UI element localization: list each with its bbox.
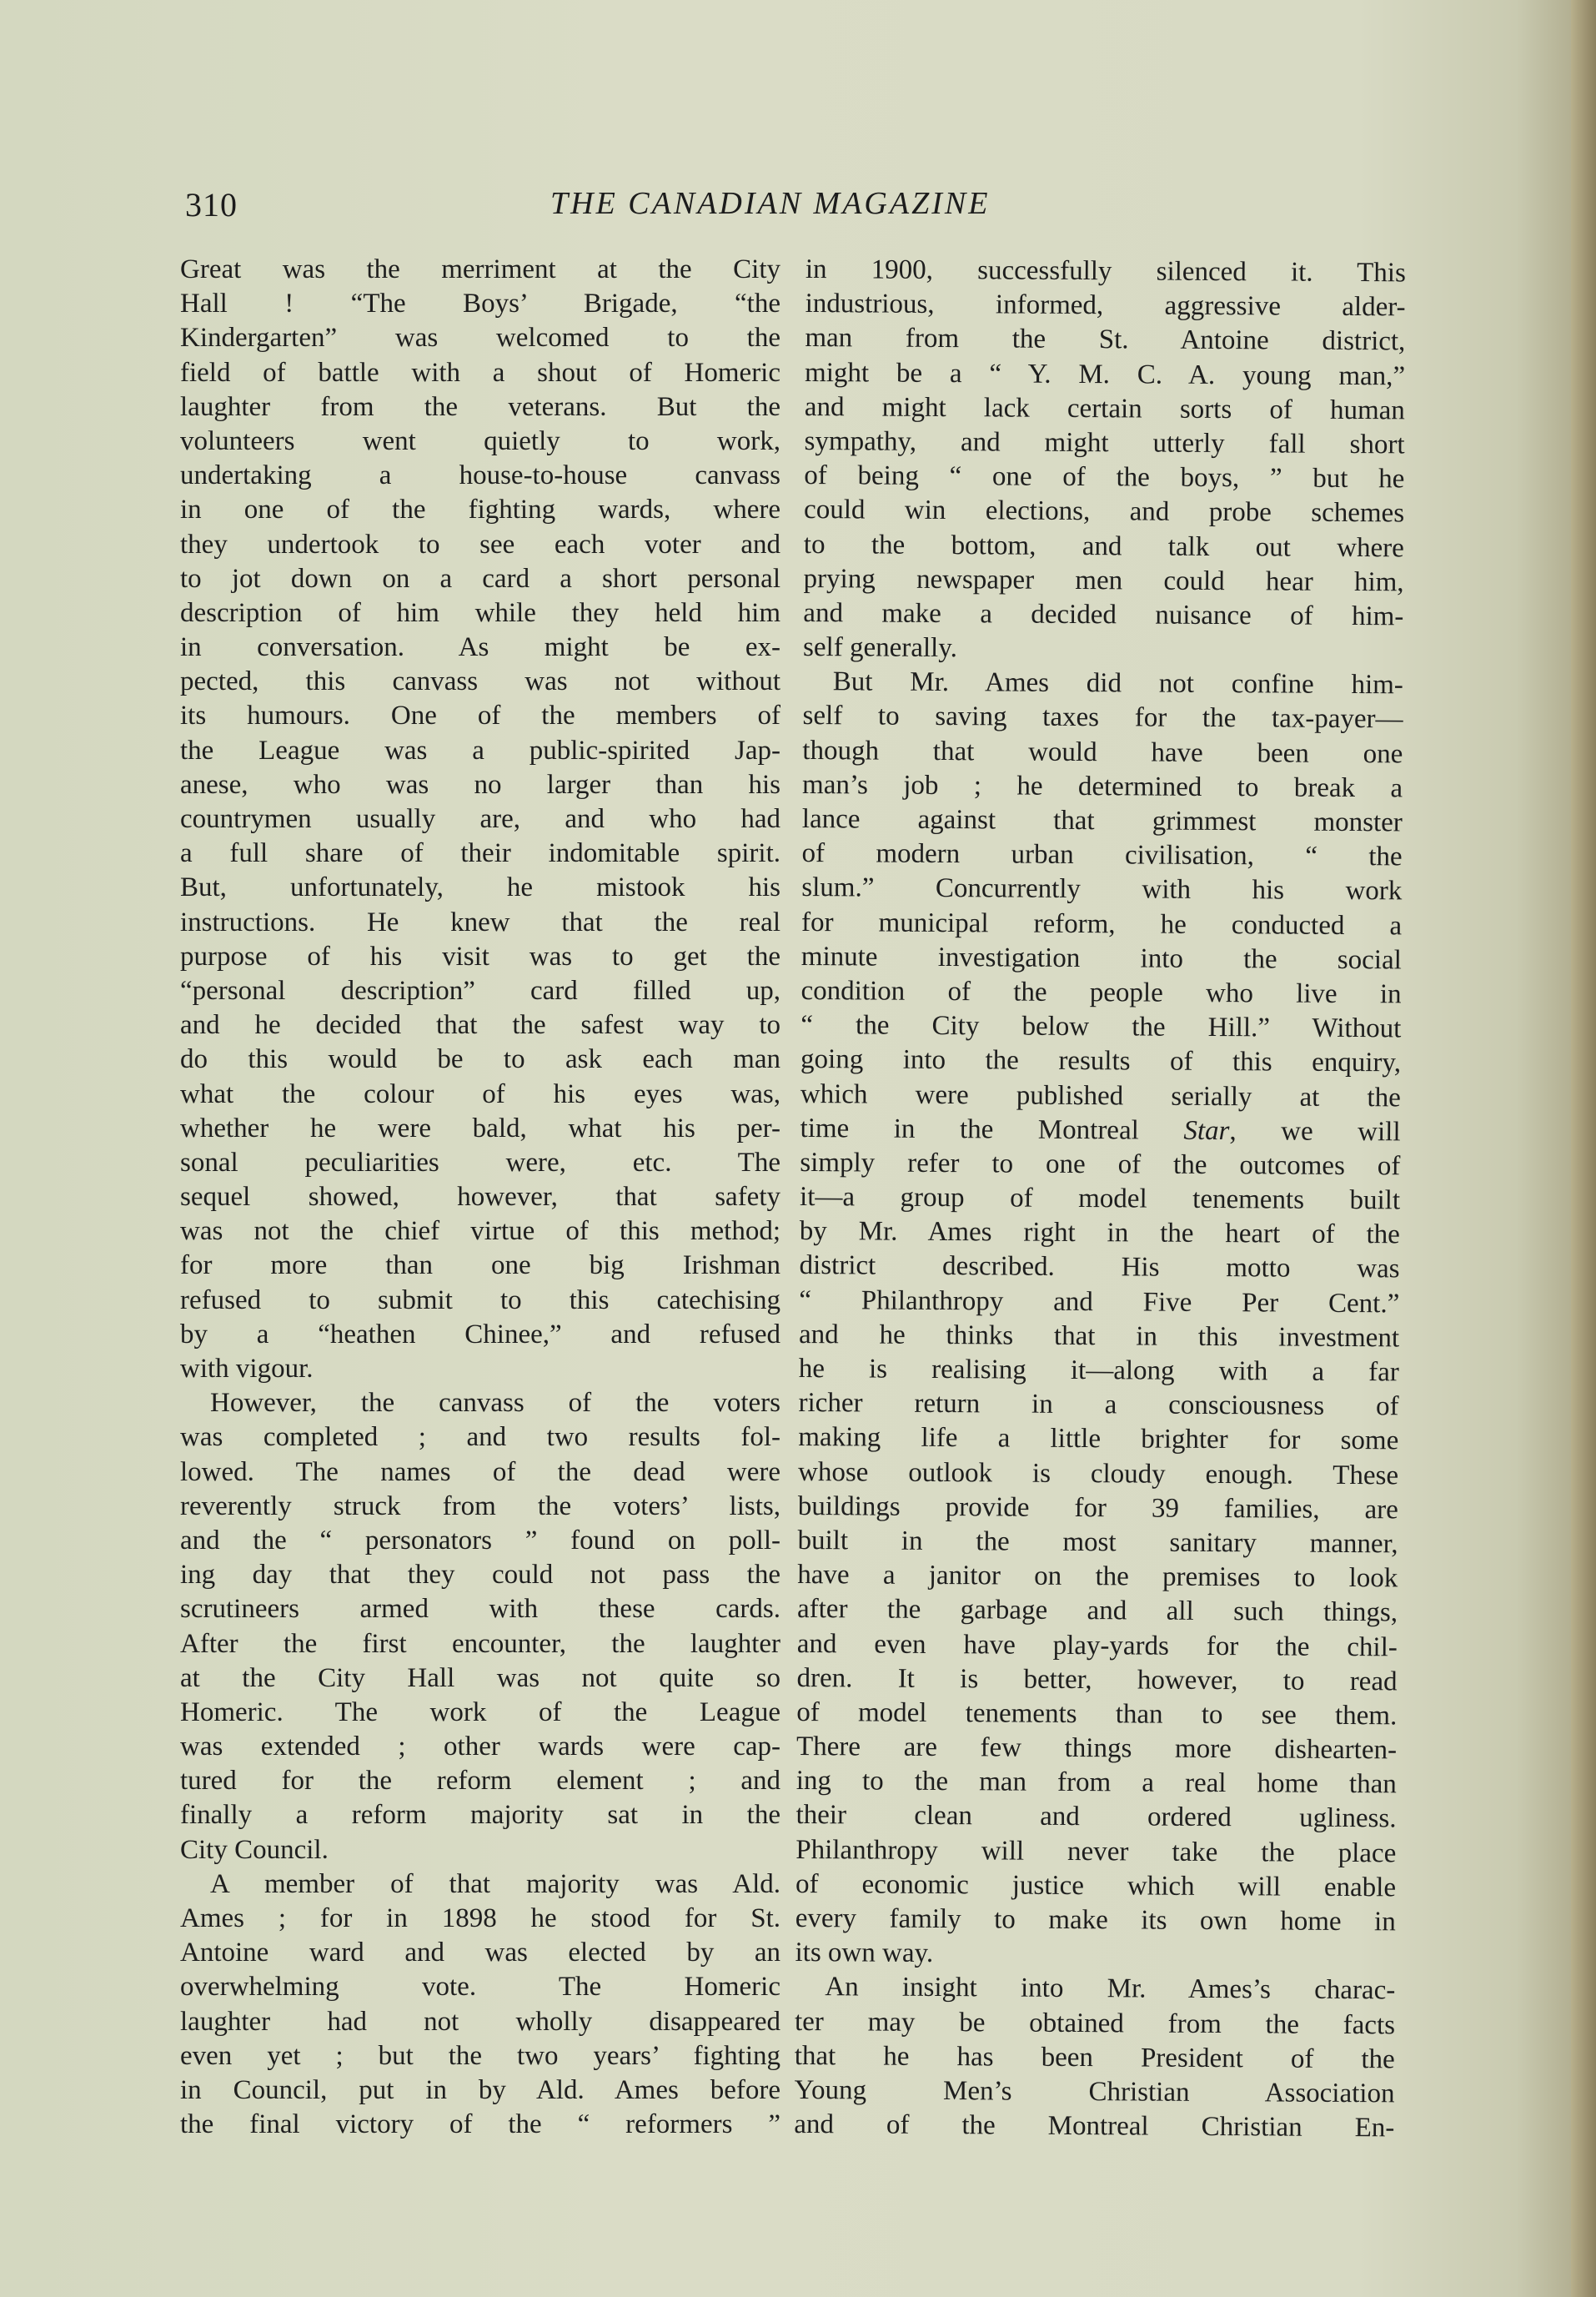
text-line: its humours. One of the members of <box>180 701 780 731</box>
text-line: condition of the people who live in <box>801 975 1402 1010</box>
text-line: after the garbage and all such things, <box>796 1594 1398 1628</box>
text-line: undertaking a house-to-house canvass <box>180 460 780 491</box>
text-line: though that would have been one <box>802 735 1403 770</box>
text-line: at the City Hall was not quite so <box>180 1662 780 1693</box>
text-line: instructions. He knew that the real <box>180 907 780 937</box>
text-line: a full share of their indomitable spirit. <box>180 838 780 869</box>
text-line: laughter from the veterans. But the <box>180 391 780 422</box>
text-line: by a “heathen Chinee,” and refused <box>180 1319 780 1350</box>
text-line: making life a little brighter for some <box>798 1422 1399 1456</box>
text-line: “ Philanthropy and Five Per Cent.” <box>799 1284 1400 1319</box>
text-line: the League was a public-spirited Jap- <box>180 735 780 766</box>
text-line: sequel showed, however, that safety <box>180 1182 780 1213</box>
text-line: its own way. <box>795 1938 934 1969</box>
text-line: finally a reform majority sat in the <box>180 1800 780 1831</box>
text-line: field of battle with a shout of Homeric <box>180 357 780 388</box>
text-line: sonal peculiarities were, etc. The <box>180 1147 780 1178</box>
right-column <box>794 253 1406 2146</box>
text-line: in 1900, successfully silenced it. This <box>805 254 1406 289</box>
text-line: every family to make its own home in <box>795 1902 1396 1938</box>
text-line: and he decided that the safest way to <box>180 1010 780 1041</box>
text-line: simply refer to one of the outcomes of <box>800 1147 1401 1182</box>
page-number: 310 <box>185 186 238 224</box>
text-line: do this would be to ask each man <box>180 1044 780 1075</box>
text-line: “personal description” card filled up, <box>180 975 780 1006</box>
text-line: in conversation. As might be ex- <box>180 632 780 663</box>
text-line: Antoine ward and was elected by an <box>180 1938 780 1968</box>
text-line: whose outlook is cloudy enough. These <box>797 1456 1399 1490</box>
text-line: and of the Montreal Christian En- <box>794 2109 1395 2144</box>
text-line: minute investigation into the social <box>801 941 1402 976</box>
text-line: and might lack certain sorts of human <box>804 391 1405 426</box>
text-line: Hall ! “The Boys’ Brigade, “the <box>180 289 780 319</box>
text-line: scrutineers armed with these cards. <box>180 1594 780 1625</box>
text-line: description of him while they held him <box>180 597 780 628</box>
text-line: refused to submit to this catechising <box>180 1284 780 1315</box>
text-line: in Council, put in by Ald. Ames before <box>180 2074 780 2105</box>
text-line: ing day that they could not pass the <box>180 1560 780 1591</box>
text-line: However, the canvass of the voters <box>210 1388 780 1419</box>
text-line: tured for the reform element ; and <box>180 1766 780 1797</box>
text-line: of modern urban civilisation, “ the <box>801 838 1403 872</box>
text-line: going into the results of this enquiry, <box>800 1044 1402 1078</box>
text-line: “ the City below the Hill.” Without <box>801 1010 1402 1044</box>
text-line: which were published serially at the <box>800 1078 1401 1113</box>
text-line: for more than one big Irishman <box>180 1250 780 1281</box>
text-line: Young Men’s Christian Association <box>794 2074 1395 2109</box>
text-line: with vigour. <box>180 1354 314 1384</box>
page-edge <box>1571 0 1596 2297</box>
text-line: of model tenements than to see them. <box>796 1696 1398 1732</box>
text-line: City Council. <box>180 1834 329 1865</box>
text-line: to jot down on a card a short personal <box>180 563 780 594</box>
text-line: Ames ; for in 1898 he stood for St. <box>180 1903 780 1933</box>
text-line: lance against that grimmest monster <box>801 803 1403 838</box>
text-line: self generally. <box>803 632 957 664</box>
text-line: what the colour of his eyes was, <box>180 1078 780 1109</box>
text-line: buildings provide for 39 families, are <box>797 1490 1398 1525</box>
text-line: was completed ; and two results fol- <box>180 1422 780 1453</box>
text-line: man’s job ; he determined to break a <box>801 769 1403 804</box>
text-line: might be a “ Y. M. C. A. young man,” <box>805 357 1406 391</box>
text-line: was extended ; other wards were cap- <box>180 1732 780 1762</box>
text-line: and he thinks that in this investment <box>798 1319 1400 1354</box>
text-line: by Mr. Ames right in the heart of the <box>799 1216 1400 1250</box>
text-line: prying newspaper men could hear him, <box>803 563 1404 598</box>
text-line: But, unfortunately, he mistook his <box>180 872 780 903</box>
text-line: of economic justice which will enable <box>795 1868 1397 1903</box>
text-line: There are few things more dishearten- <box>795 1732 1398 1766</box>
text-line: slum.” Concurrently with his work <box>801 872 1403 907</box>
text-line: even yet ; but the two years’ fighting <box>180 2040 780 2071</box>
text-line: A member of that majority was Ald. <box>210 1868 780 1899</box>
text-line: of being “ one of the boys, ” but he <box>804 460 1405 495</box>
text-line: Homeric. The work of the League <box>180 1696 780 1727</box>
text-line: countrymen usually are, and who had <box>180 804 780 834</box>
text-line: An insight into Mr. Ames’s charac- <box>825 1972 1396 2006</box>
text-line: self to saving taxes for the tax-payer— <box>802 701 1403 735</box>
text-line: Philanthropy will never take the place <box>795 1834 1397 1868</box>
text-line: Kindergarten” was welcomed to the <box>180 323 780 354</box>
text-line: district described. His motto was <box>799 1250 1400 1284</box>
text-line: richer return in a consciousness of <box>798 1388 1399 1422</box>
text-line: built in the most sanitary manner, <box>797 1525 1398 1560</box>
text-line: their clean and ordered ugliness. <box>795 1800 1397 1834</box>
text-line: pected, this canvass was not without <box>180 666 780 697</box>
text-line: and make a decided nuisance of him- <box>803 597 1404 632</box>
text-line: and the “ personators ” found on poll- <box>180 1525 780 1556</box>
text-line: sympathy, and might utterly fall short <box>804 425 1405 460</box>
text-line: have a janitor on the premises to look <box>797 1560 1398 1594</box>
text-line: it—a group of model tenements built <box>799 1182 1401 1216</box>
text-line: in one of the fighting wards, where <box>180 495 780 525</box>
text-line: that he has been President of the <box>794 2040 1395 2075</box>
text-line: laughter had not wholly disappeared <box>180 2006 780 2037</box>
text-line: volunteers went quietly to work, <box>180 425 780 456</box>
text-line: But Mr. Ames did not confine him- <box>832 666 1403 701</box>
text-line: ing to the man from a real home than <box>795 1766 1397 1800</box>
running-head: THE CANADIAN MAGAZINE <box>550 186 991 221</box>
text-line: to the bottom, and talk out where <box>803 529 1404 563</box>
text-line: industrious, informed, aggressive alder- <box>805 289 1406 323</box>
text-line: and even have play-yards for the chil- <box>796 1628 1398 1662</box>
left-column <box>180 253 780 2142</box>
text-line: lowed. The names of the dead were <box>180 1456 780 1487</box>
text-line: dren. It is better, however, to read <box>796 1662 1398 1697</box>
text-line: for municipal reform, he conducted a <box>801 907 1403 941</box>
text-line: they undertook to see each voter and <box>180 529 780 560</box>
text-line: could win elections, and probe schemes <box>804 495 1405 529</box>
text-line: time in the Montreal Star, we will <box>800 1113 1401 1148</box>
text-line: was not the chief virtue of this method; <box>180 1216 780 1247</box>
text-line: anese, who was no larger than his <box>180 769 780 800</box>
text-line: man from the St. Antoine district, <box>805 323 1406 357</box>
text-line: After the first encounter, the laughter <box>180 1628 780 1659</box>
text-line: overwhelming vote. The Homeric <box>180 1972 780 2003</box>
text-line: reverently struck from the voters’ lists, <box>180 1490 780 1521</box>
text-line: Great was the merriment at the City <box>180 254 780 284</box>
text-line: the final victory of the “ reformers ” <box>180 2109 780 2140</box>
text-line: ter may be obtained from the facts <box>794 2006 1396 2040</box>
page-header <box>0 185 1596 235</box>
text-line: he is realising it—along with a far <box>798 1353 1399 1388</box>
text-line: whether he were bald, what his per- <box>180 1113 780 1143</box>
text-line: purpose of his visit was to get the <box>180 941 780 972</box>
